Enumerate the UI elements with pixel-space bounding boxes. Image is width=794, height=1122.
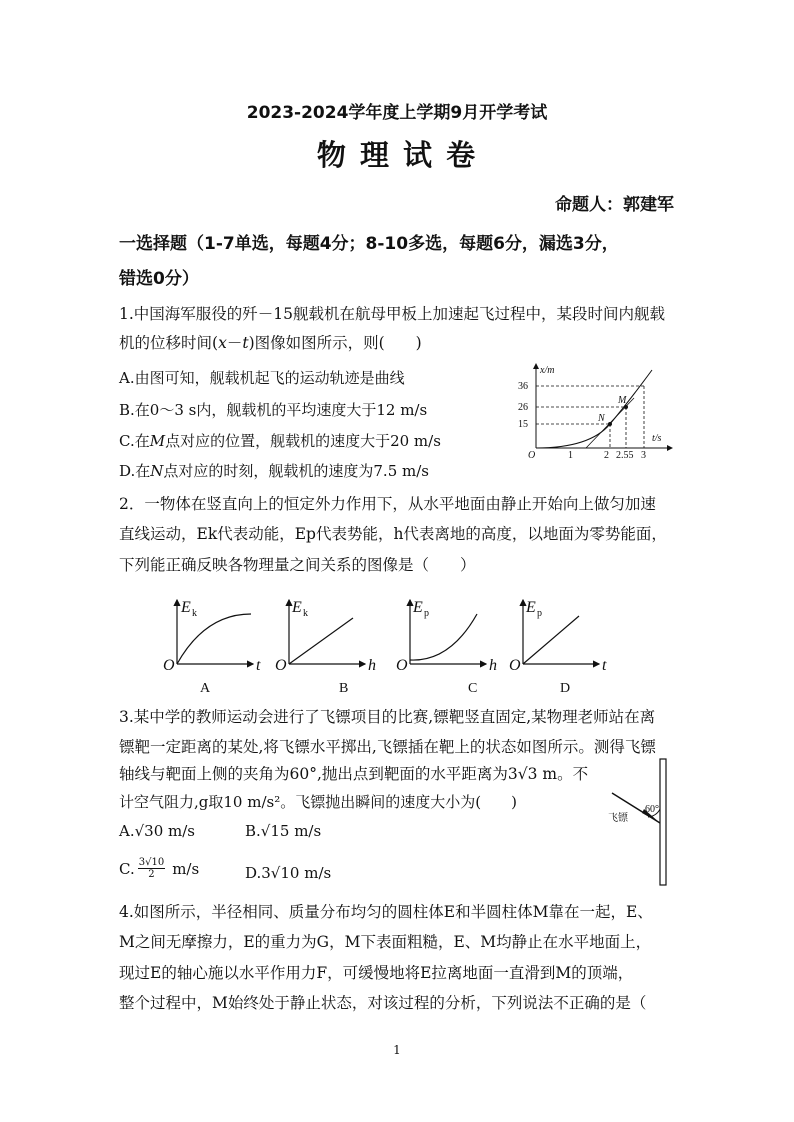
q1-x-tick-1: 1 <box>568 450 573 460</box>
q1-x-tick-3: 3 <box>641 450 646 460</box>
svg-text:h: h <box>368 657 376 674</box>
q1-label-m: M <box>618 395 627 406</box>
svg-text:E: E <box>526 599 536 616</box>
q4-line4: 整个过程中，M始终处于静止状态，对该过程的分析，下列说法不正确的是（ <box>119 994 647 1012</box>
svg-text:O: O <box>396 657 408 674</box>
q1-label-n: N <box>598 413 605 424</box>
subject-title: 物 理 试 卷 <box>316 138 478 172</box>
q3-option-c: C. 3√10 2 m/s <box>119 857 200 880</box>
page-number: 1 <box>393 1043 401 1057</box>
q1-xt-graph <box>510 358 680 460</box>
q4-line1: 4.如图所示，半径相同、质量分布均匀的圆柱体E和半圆柱体M靠在一起，E、 <box>119 903 653 921</box>
q2-caption-a: A <box>200 681 211 696</box>
q3-target-board <box>660 759 666 885</box>
q2-graphs <box>155 590 625 700</box>
svg-text:E: E <box>292 599 302 616</box>
q2-graph-b <box>275 599 376 696</box>
svg-text:E: E <box>413 599 423 616</box>
q2-line3: 下列能正确反映各物理量之间关系的图像是（ ） <box>119 556 476 574</box>
svg-text:E: E <box>181 599 191 616</box>
exam-title: 2023-2024学年度上学期9月开学考试 <box>246 103 548 123</box>
q1-stem-line2: 机的位移时间(x－t)图像如图所示，则( ) <box>119 334 422 352</box>
q3-line4: 计空气阻力,g取10 m/s²。飞镖抛出瞬间的速度大小为( ) <box>119 793 517 811</box>
q2-caption-b: B <box>339 681 349 696</box>
q1-point-n <box>608 422 612 426</box>
q3-line1: 3.某中学的教师运动会进行了飞镖项目的比赛,镖靶竖直固定,某物理老师站在离 <box>119 708 656 726</box>
q1-y-tick-36: 36 <box>518 381 528 392</box>
svg-text:k: k <box>192 608 197 619</box>
q3-dart-label: 飞镖 <box>608 813 628 824</box>
q3-option-d: D.3√10 m/s <box>245 864 332 882</box>
q3-line3: 轴线与靶面上侧的夹角为60°,抛出点到靶面的水平距离为3√3 m。不 <box>119 765 589 783</box>
q1-y-tick-15: 15 <box>518 419 528 430</box>
q4-line3: 现过E的轴心施以水平作用力F，可缓慢地将E拉离地面一直滑到M的顶端， <box>119 964 634 982</box>
q2-graph-d <box>509 599 607 696</box>
q3-angle-label: 60° <box>645 804 659 815</box>
section-heading-line2: 错选0分） <box>119 269 199 289</box>
svg-text:O: O <box>163 657 175 674</box>
q3-line2: 镖靶一定距离的某处,将飞镖水平掷出,飞镖插在靶上的状态如图所示。测得飞镖 <box>119 738 656 756</box>
svg-text:p: p <box>424 608 429 619</box>
exam-author: 命题人：郭建军 <box>555 195 674 215</box>
q1-x-tick-255: 2.55 <box>616 450 634 460</box>
q2-caption-c: C <box>468 681 478 696</box>
q1-origin: O <box>528 450 536 460</box>
svg-text:O: O <box>275 657 287 674</box>
q3-option-a: A.√30 m/s <box>119 822 195 840</box>
svg-text:k: k <box>303 608 308 619</box>
q1-curve <box>536 370 652 448</box>
q1-x-tick-2: 2 <box>604 450 609 460</box>
q1-graph-x-label: t/s <box>652 433 662 444</box>
svg-text:p: p <box>537 608 542 619</box>
svg-text:O: O <box>509 657 521 674</box>
q4-line2: M之间无摩擦力，E的重力为G，M下表面粗糙，E、M均静止在水平地面上， <box>119 933 652 951</box>
q3-dart-figure <box>600 755 680 889</box>
q2-line2: 直线运动，Ek代表动能，Ep代表势能，h代表离地的高度，以地面为零势能面， <box>119 525 667 543</box>
q1-stem-line1: 1.中国海军服役的歼－15舰载机在航母甲板上加速起飞过程中，某段时间内舰载 <box>119 305 666 323</box>
q1-option-a: A.由图可知，舰载机起飞的运动轨迹是曲线 <box>119 369 405 387</box>
q3-option-b: B.√15 m/s <box>245 822 322 840</box>
q1-option-c: C.在M点对应的位置，舰载机的速度大于20 m/s <box>119 432 441 450</box>
q2-graph-a <box>163 599 261 696</box>
q2-caption-d: D <box>560 681 571 696</box>
q2-graph-c <box>396 599 497 696</box>
svg-text:t: t <box>256 657 261 674</box>
svg-text:h: h <box>489 657 497 674</box>
section-heading-line1: 一选择题（1-7单选，每题4分；8-10多选，每题6分，漏选3分， <box>119 234 619 254</box>
q1-option-d: D.在N点对应的时刻，舰载机的速度为7.5 m/s <box>119 462 429 480</box>
q1-y-tick-26: 26 <box>518 402 528 413</box>
q1-option-b: B.在0～3 s内，舰载机的平均速度大于12 m/s <box>119 401 428 419</box>
q2-line1: 2．一物体在竖直向上的恒定外力作用下，从水平地面由静止开始向上做匀加速 <box>119 495 656 513</box>
svg-text:t: t <box>602 657 607 674</box>
q1-graph-y-label: x/m <box>540 365 555 376</box>
